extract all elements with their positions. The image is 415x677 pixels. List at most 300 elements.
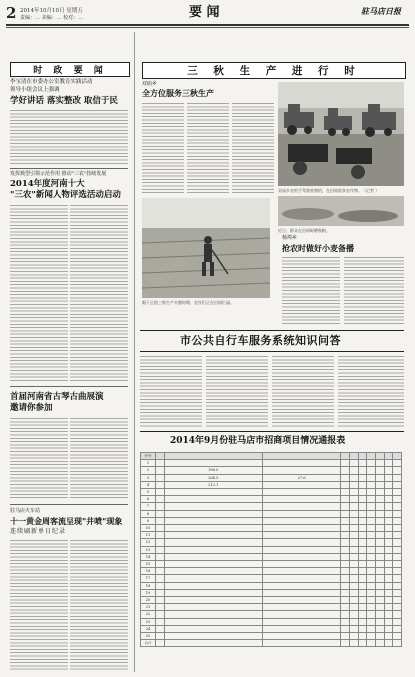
table-cell bbox=[367, 460, 376, 467]
table-cell bbox=[358, 496, 367, 503]
table-cell bbox=[164, 625, 262, 632]
table-cell bbox=[393, 618, 402, 625]
table-cell bbox=[341, 568, 350, 575]
table-cell bbox=[262, 597, 340, 604]
table-cell bbox=[384, 589, 393, 596]
table-cell bbox=[393, 460, 402, 467]
table-cell bbox=[164, 460, 262, 467]
field-photo-caption: 眼下正值三秋生产关键时期，农民们正在田间忙碌。 bbox=[142, 300, 234, 305]
table-row bbox=[141, 532, 402, 539]
table-row bbox=[141, 611, 402, 618]
table-cell bbox=[384, 496, 393, 503]
table-cell bbox=[384, 489, 393, 496]
table-cell bbox=[341, 489, 350, 496]
table-cell bbox=[375, 633, 384, 640]
table-cell bbox=[358, 460, 367, 467]
table-cell bbox=[262, 640, 340, 647]
harvest-article1-headline: 全方位服务三秋生产 bbox=[142, 88, 214, 98]
table-cell bbox=[358, 633, 367, 640]
table-cell bbox=[358, 582, 367, 589]
table-cell bbox=[262, 481, 340, 488]
table-cell: 24 bbox=[141, 625, 156, 632]
table-cell bbox=[367, 489, 376, 496]
table-cell bbox=[393, 539, 402, 546]
table-row bbox=[141, 460, 402, 467]
table-cell bbox=[262, 496, 340, 503]
table-cell bbox=[349, 510, 358, 517]
table-cell bbox=[341, 618, 350, 625]
harvest-banner: 三 秋 生 产 进 行 时 bbox=[142, 62, 406, 79]
table-header-row bbox=[141, 453, 402, 460]
investment-table bbox=[140, 452, 402, 647]
table-cell bbox=[375, 553, 384, 560]
table-cell bbox=[349, 517, 358, 524]
table-cell bbox=[384, 525, 393, 532]
table-cell bbox=[156, 510, 165, 517]
table-cell bbox=[367, 582, 376, 589]
table-cell bbox=[367, 568, 376, 575]
table-cell bbox=[341, 460, 350, 467]
table-cell bbox=[156, 525, 165, 532]
left-banner: 时 政 要 闻 bbox=[10, 62, 130, 77]
table-cell bbox=[375, 597, 384, 604]
article3-body-col2 bbox=[70, 418, 128, 500]
table-cell bbox=[164, 525, 262, 532]
table-cell: 25 bbox=[141, 633, 156, 640]
table-cell bbox=[349, 467, 358, 474]
table-cell bbox=[393, 467, 402, 474]
table-cell bbox=[262, 568, 340, 575]
table-cell bbox=[156, 481, 165, 488]
table-cell bbox=[164, 582, 262, 589]
table-cell bbox=[358, 611, 367, 618]
table-cell bbox=[384, 561, 393, 568]
table-cell bbox=[384, 604, 393, 611]
table-row bbox=[141, 597, 402, 604]
table-cell bbox=[341, 546, 350, 553]
table-cell bbox=[358, 640, 367, 647]
table-cell: 17 bbox=[141, 575, 156, 582]
table-cell bbox=[164, 604, 262, 611]
table-cell bbox=[375, 546, 384, 553]
table-cell bbox=[156, 640, 165, 647]
table-cell bbox=[375, 510, 384, 517]
table-cell bbox=[358, 625, 367, 632]
table-cell bbox=[341, 553, 350, 560]
table-cell bbox=[393, 546, 402, 553]
table-row bbox=[141, 561, 402, 568]
table-cell bbox=[349, 633, 358, 640]
table-cell bbox=[341, 517, 350, 524]
table-cell bbox=[375, 474, 384, 481]
paper-name: 驻马店日报 bbox=[361, 6, 401, 16]
section-divider bbox=[140, 431, 404, 432]
table-cell bbox=[393, 503, 402, 510]
table-cell bbox=[367, 575, 376, 582]
table-cell bbox=[349, 625, 358, 632]
table-cell bbox=[384, 474, 393, 481]
table-cell bbox=[384, 532, 393, 539]
table-cell: 合计 bbox=[141, 640, 156, 647]
table-cell bbox=[367, 517, 376, 524]
table-cell bbox=[367, 611, 376, 618]
table-cell bbox=[349, 597, 358, 604]
table-cell bbox=[358, 467, 367, 474]
table-row bbox=[141, 474, 402, 481]
table-cell bbox=[367, 546, 376, 553]
table-cell bbox=[384, 575, 393, 582]
table-cell bbox=[262, 539, 340, 546]
table-cell bbox=[262, 618, 340, 625]
field-photo bbox=[142, 198, 270, 298]
table-cell bbox=[262, 503, 340, 510]
table-cell bbox=[156, 517, 165, 524]
table-cell: 15 bbox=[141, 561, 156, 568]
table-row bbox=[141, 589, 402, 596]
article3-headline2: 邀请你参加 bbox=[10, 403, 53, 413]
table-cell bbox=[393, 525, 402, 532]
table-cell: 264.5 bbox=[164, 474, 262, 481]
table-cell bbox=[393, 553, 402, 560]
harvest-article2-body-col1 bbox=[282, 257, 340, 325]
table-cell bbox=[393, 575, 402, 582]
table-cell bbox=[393, 481, 402, 488]
table-cell bbox=[156, 489, 165, 496]
table-cell: 4 bbox=[141, 481, 156, 488]
table-cell bbox=[349, 503, 358, 510]
table-cell: 10 bbox=[141, 525, 156, 532]
divider bbox=[10, 504, 128, 505]
table-cell bbox=[358, 474, 367, 481]
table-row bbox=[141, 517, 402, 524]
table-cell bbox=[349, 496, 358, 503]
table-cell bbox=[367, 625, 376, 632]
table-cell bbox=[367, 604, 376, 611]
table-cell bbox=[349, 582, 358, 589]
table-cell bbox=[375, 532, 384, 539]
table-cell bbox=[393, 597, 402, 604]
table-cell bbox=[164, 553, 262, 560]
table-cell bbox=[384, 597, 393, 604]
table-cell bbox=[341, 467, 350, 474]
table-cell bbox=[384, 546, 393, 553]
table-cell bbox=[341, 453, 350, 460]
table-cell bbox=[341, 503, 350, 510]
table-cell bbox=[349, 453, 358, 460]
bike-body-col2 bbox=[206, 356, 268, 428]
table-cell bbox=[164, 489, 262, 496]
table-cell bbox=[375, 496, 384, 503]
table-cell bbox=[262, 532, 340, 539]
table-cell bbox=[375, 611, 384, 618]
table-cell bbox=[375, 539, 384, 546]
table-cell bbox=[262, 589, 340, 596]
table-row bbox=[141, 625, 402, 632]
table-cell bbox=[262, 525, 340, 532]
table-cell bbox=[156, 553, 165, 560]
table-cell bbox=[393, 489, 402, 496]
table-cell bbox=[384, 503, 393, 510]
table-cell bbox=[341, 474, 350, 481]
table-cell bbox=[384, 633, 393, 640]
article4-body-col2 bbox=[70, 540, 128, 670]
table-cell bbox=[349, 474, 358, 481]
table-cell bbox=[262, 510, 340, 517]
table-cell bbox=[262, 625, 340, 632]
table-cell bbox=[341, 589, 350, 596]
table-cell bbox=[341, 510, 350, 517]
table-cell bbox=[375, 618, 384, 625]
table-cell bbox=[164, 453, 262, 460]
table-cell bbox=[384, 481, 393, 488]
table-cell bbox=[349, 532, 358, 539]
table-cell bbox=[384, 517, 393, 524]
table-cell bbox=[393, 517, 402, 524]
masthead bbox=[6, 4, 409, 26]
bike-rule bbox=[140, 351, 404, 352]
harvester-photo bbox=[278, 82, 404, 186]
harvest-article1-kicker: 双庙乡 bbox=[142, 81, 158, 87]
table-cell bbox=[341, 640, 350, 647]
table-cell bbox=[358, 517, 367, 524]
divider bbox=[10, 386, 128, 387]
table-cell bbox=[262, 604, 340, 611]
article4-kicker: 驻马店火车站 bbox=[10, 508, 41, 514]
table-cell bbox=[375, 517, 384, 524]
table-cell bbox=[164, 546, 262, 553]
table-cell bbox=[367, 503, 376, 510]
table-cell bbox=[393, 582, 402, 589]
table-cell: 3 bbox=[141, 474, 156, 481]
table-cell bbox=[341, 582, 350, 589]
table-row bbox=[141, 525, 402, 532]
table-cell bbox=[384, 453, 393, 460]
table-row bbox=[141, 481, 402, 488]
table-cell bbox=[262, 561, 340, 568]
table-cell bbox=[375, 625, 384, 632]
table-cell bbox=[367, 633, 376, 640]
table-cell bbox=[358, 525, 367, 532]
table-cell bbox=[375, 561, 384, 568]
harvest-article1-body-col1 bbox=[142, 103, 184, 195]
table-cell bbox=[349, 546, 358, 553]
grain-photo bbox=[278, 196, 404, 226]
table-cell: 188.0 bbox=[164, 467, 262, 474]
table-cell bbox=[156, 561, 165, 568]
table-cell bbox=[164, 510, 262, 517]
table-row bbox=[141, 618, 402, 625]
table-cell bbox=[358, 589, 367, 596]
table-cell bbox=[375, 503, 384, 510]
table-cell bbox=[375, 568, 384, 575]
table-cell bbox=[349, 568, 358, 575]
table-cell bbox=[384, 611, 393, 618]
table-cell bbox=[367, 474, 376, 481]
table-cell bbox=[393, 633, 402, 640]
article4-headline: 十一黄金周客流呈现"井喷"现象 bbox=[10, 516, 123, 526]
table-cell bbox=[262, 611, 340, 618]
table-cell bbox=[375, 453, 384, 460]
article4-subhead: 连续刷新单日纪录 bbox=[10, 528, 67, 535]
table-cell bbox=[164, 539, 262, 546]
table-cell bbox=[393, 496, 402, 503]
table-cell: 2 bbox=[141, 467, 156, 474]
table-cell bbox=[164, 517, 262, 524]
table-cell bbox=[384, 618, 393, 625]
table-cell bbox=[156, 618, 165, 625]
table-cell: 27.6 bbox=[262, 474, 340, 481]
table-row bbox=[141, 582, 402, 589]
table-cell bbox=[358, 546, 367, 553]
table-cell bbox=[262, 460, 340, 467]
table-row bbox=[141, 568, 402, 575]
table-cell bbox=[349, 561, 358, 568]
table-row bbox=[141, 510, 402, 517]
table-cell bbox=[367, 532, 376, 539]
table-row bbox=[141, 546, 402, 553]
table-cell: 序号 bbox=[141, 453, 156, 460]
table-cell bbox=[164, 611, 262, 618]
table-cell: 16 bbox=[141, 568, 156, 575]
table-cell bbox=[156, 625, 165, 632]
table-cell bbox=[349, 611, 358, 618]
table-cell bbox=[367, 496, 376, 503]
table-cell: 13 bbox=[141, 546, 156, 553]
table-cell bbox=[358, 597, 367, 604]
article1-kicker: 李宝清在市委办公室教育实践活动 bbox=[10, 79, 93, 85]
bike-headline: 市公共自行车服务系统知识问答 bbox=[180, 334, 341, 347]
table-cell bbox=[367, 510, 376, 517]
masthead-rule-thin bbox=[6, 27, 409, 28]
table-cell bbox=[367, 525, 376, 532]
table-cell bbox=[358, 489, 367, 496]
table-cell bbox=[349, 618, 358, 625]
table-cell bbox=[164, 575, 262, 582]
table-cell bbox=[156, 575, 165, 582]
table-cell bbox=[384, 625, 393, 632]
table-row bbox=[141, 640, 402, 647]
table-cell bbox=[164, 496, 262, 503]
table-row bbox=[141, 604, 402, 611]
table-cell: 212.1 bbox=[164, 481, 262, 488]
table-cell bbox=[358, 539, 367, 546]
table-cell: 1 bbox=[141, 460, 156, 467]
table-cell bbox=[164, 589, 262, 596]
table-cell bbox=[384, 582, 393, 589]
table-cell bbox=[349, 553, 358, 560]
table-cell bbox=[349, 460, 358, 467]
table-cell: 8 bbox=[141, 510, 156, 517]
page-number: 2 bbox=[6, 4, 17, 22]
table-cell bbox=[393, 510, 402, 517]
bike-body-col3 bbox=[272, 356, 334, 428]
table-cell bbox=[384, 539, 393, 546]
table-cell bbox=[341, 539, 350, 546]
table-cell bbox=[341, 604, 350, 611]
table-cell bbox=[358, 532, 367, 539]
table-cell bbox=[384, 553, 393, 560]
table-cell bbox=[384, 568, 393, 575]
table-cell bbox=[393, 604, 402, 611]
table-cell bbox=[367, 481, 376, 488]
table-cell bbox=[393, 532, 402, 539]
article2-body-col1 bbox=[10, 205, 68, 383]
table-cell bbox=[262, 517, 340, 524]
table-cell bbox=[164, 618, 262, 625]
table-cell bbox=[384, 640, 393, 647]
table-cell bbox=[358, 604, 367, 611]
table-cell: 7 bbox=[141, 503, 156, 510]
table-cell bbox=[164, 633, 262, 640]
table-cell bbox=[375, 467, 384, 474]
table-cell bbox=[367, 618, 376, 625]
table-cell: 22 bbox=[141, 611, 156, 618]
table-cell bbox=[156, 582, 165, 589]
table-cell bbox=[349, 575, 358, 582]
table-cell bbox=[375, 489, 384, 496]
table-row bbox=[141, 489, 402, 496]
table-title: 2014年9月份驻马店市招商项目情况通报表 bbox=[170, 436, 346, 446]
table-row bbox=[141, 539, 402, 546]
table-cell bbox=[367, 597, 376, 604]
table-cell bbox=[349, 640, 358, 647]
table-cell bbox=[375, 575, 384, 582]
table-cell bbox=[156, 453, 165, 460]
table-cell bbox=[156, 589, 165, 596]
table-cell bbox=[393, 561, 402, 568]
table-cell: 5 bbox=[141, 489, 156, 496]
harvester-photo-caption: 双庙乡农机手驾驶收割机，在田间收获农作物。（记者 ） bbox=[278, 188, 380, 193]
table-cell: 14 bbox=[141, 553, 156, 560]
table-cell bbox=[156, 496, 165, 503]
table-cell bbox=[393, 474, 402, 481]
table-cell bbox=[367, 539, 376, 546]
table-row bbox=[141, 633, 402, 640]
table-cell bbox=[349, 604, 358, 611]
table-cell bbox=[262, 633, 340, 640]
table-cell bbox=[375, 525, 384, 532]
table-cell bbox=[358, 510, 367, 517]
table-cell: 20 bbox=[141, 597, 156, 604]
table-cell bbox=[156, 611, 165, 618]
table-cell bbox=[393, 589, 402, 596]
table-cell bbox=[156, 460, 165, 467]
table-cell bbox=[349, 489, 358, 496]
table-cell bbox=[367, 453, 376, 460]
table-row bbox=[141, 503, 402, 510]
table-cell bbox=[262, 453, 340, 460]
table-cell: 12 bbox=[141, 539, 156, 546]
table-cell bbox=[164, 532, 262, 539]
table-cell bbox=[349, 539, 358, 546]
table-cell bbox=[393, 568, 402, 575]
table-cell bbox=[262, 489, 340, 496]
section-divider bbox=[140, 330, 404, 331]
table-cell bbox=[384, 467, 393, 474]
harvest-article2-body-col2 bbox=[344, 257, 404, 325]
table-cell bbox=[349, 481, 358, 488]
table-cell bbox=[164, 640, 262, 647]
table-cell bbox=[341, 597, 350, 604]
table-cell bbox=[164, 561, 262, 568]
table-row bbox=[141, 575, 402, 582]
section-title: 要 闻 bbox=[189, 5, 220, 20]
article2-kicker: 发挥典型引领示范作用 推动"三农"持续发展 bbox=[10, 171, 107, 177]
table-cell: 11 bbox=[141, 532, 156, 539]
column-rule bbox=[134, 32, 135, 672]
table-cell bbox=[156, 539, 165, 546]
table-cell bbox=[341, 525, 350, 532]
